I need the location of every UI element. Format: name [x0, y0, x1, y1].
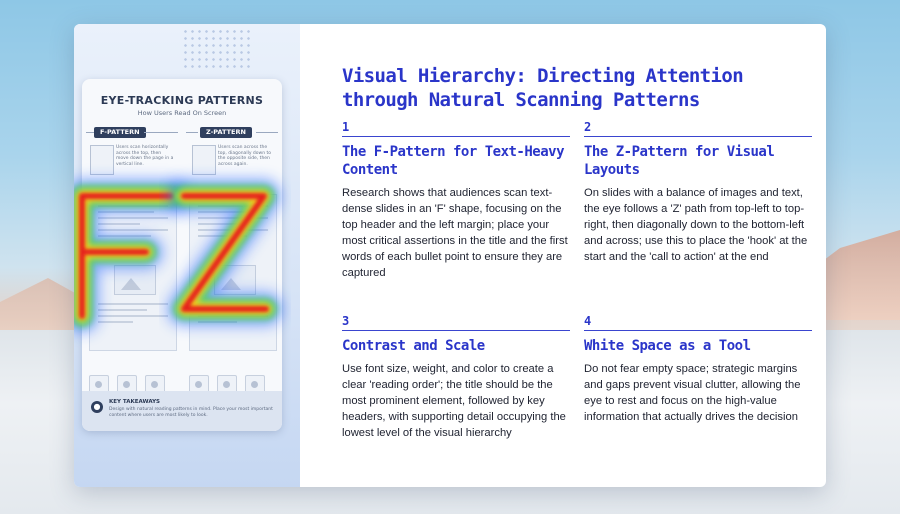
section-number: 2 — [584, 120, 812, 137]
slide-title: Visual Hierarchy: Directing Attention through Natural Scanning Patterns — [342, 65, 744, 111]
f-pattern-description: Users scan horizontally across the top, then move down the page in a vertical line. — [116, 145, 174, 167]
section-number: 3 — [342, 314, 570, 331]
divider — [86, 132, 94, 133]
text-lines — [198, 205, 268, 241]
section-f-pattern — [342, 120, 570, 281]
section-title: The Z-Pattern for Visual Layouts — [584, 144, 775, 178]
section-white-space — [584, 314, 812, 425]
section-contrast-scale — [342, 314, 570, 441]
lightbulb-icon: ● — [91, 401, 103, 413]
image-placeholder-icon — [214, 265, 256, 295]
section-title: White Space as a Tool — [584, 338, 751, 354]
image-placeholder-icon — [114, 265, 156, 295]
section-number: 1 — [342, 120, 570, 137]
section-body: On slides with a balance of images and text, the eye follows a 'Z' path from top-left to top-right, then diagonally down to the bottom-left and across; use this to place the 'hook' at the start and the 'call to action' at the end — [584, 187, 808, 263]
infographic-title: EYE-TRACKING PATTERNS — [100, 94, 264, 107]
f-pattern-label: F-PATTERN — [94, 127, 146, 138]
section-body: Do not fear empty space; strategic margins and gaps prevent visual clutter, allowing the eye to rest and focus on the high-value information that actually drives the decision — [584, 363, 801, 423]
text-lines — [98, 303, 168, 327]
f-pattern-page-mockup — [89, 194, 177, 351]
section-z-pattern — [584, 120, 812, 265]
divider — [186, 132, 198, 133]
z-layout-thumbnail — [192, 145, 216, 175]
eye-tracking-infographic — [82, 79, 282, 431]
section-title: Contrast and Scale — [342, 338, 485, 354]
section-body: Research shows that audiences scan text-dense slides in an 'F' shape, focusing on the top header and the left margin; place your most critical assertions in the title and the first words of each bullet point to ensure they are captured — [342, 187, 568, 279]
f-layout-thumbnail — [90, 145, 114, 175]
dot-pattern-decoration — [182, 28, 252, 72]
z-pattern-description: Users scan across the top, diagonally down to the opposite side, then across again. — [218, 145, 272, 167]
key-takeaways-box — [82, 391, 282, 431]
z-pattern-label: Z-PATTERN — [200, 127, 252, 138]
section-body: Use font size, weight, and color to create a clear 'reading order'; the title should be the most prominent element, followed by key headers, with supporting detail occupying the lowest level of the visual hierarchy — [342, 363, 566, 439]
takeaway-title: KEY TAKEAWAYS — [109, 399, 161, 405]
section-title: The F-Pattern for Text-Heavy Content — [342, 144, 565, 178]
text-lines — [98, 205, 168, 241]
divider — [256, 132, 278, 133]
section-number: 4 — [584, 314, 812, 331]
slide — [74, 24, 826, 487]
infographic-subtitle: How Users Read On Screen — [137, 109, 227, 117]
infographic-panel — [74, 24, 300, 487]
divider — [144, 132, 178, 133]
text-lines — [198, 303, 268, 327]
z-pattern-page-mockup — [189, 194, 277, 351]
takeaway-body: Design with natural reading patterns in mind. Place your most important content where users are most likely to look. — [109, 407, 273, 418]
